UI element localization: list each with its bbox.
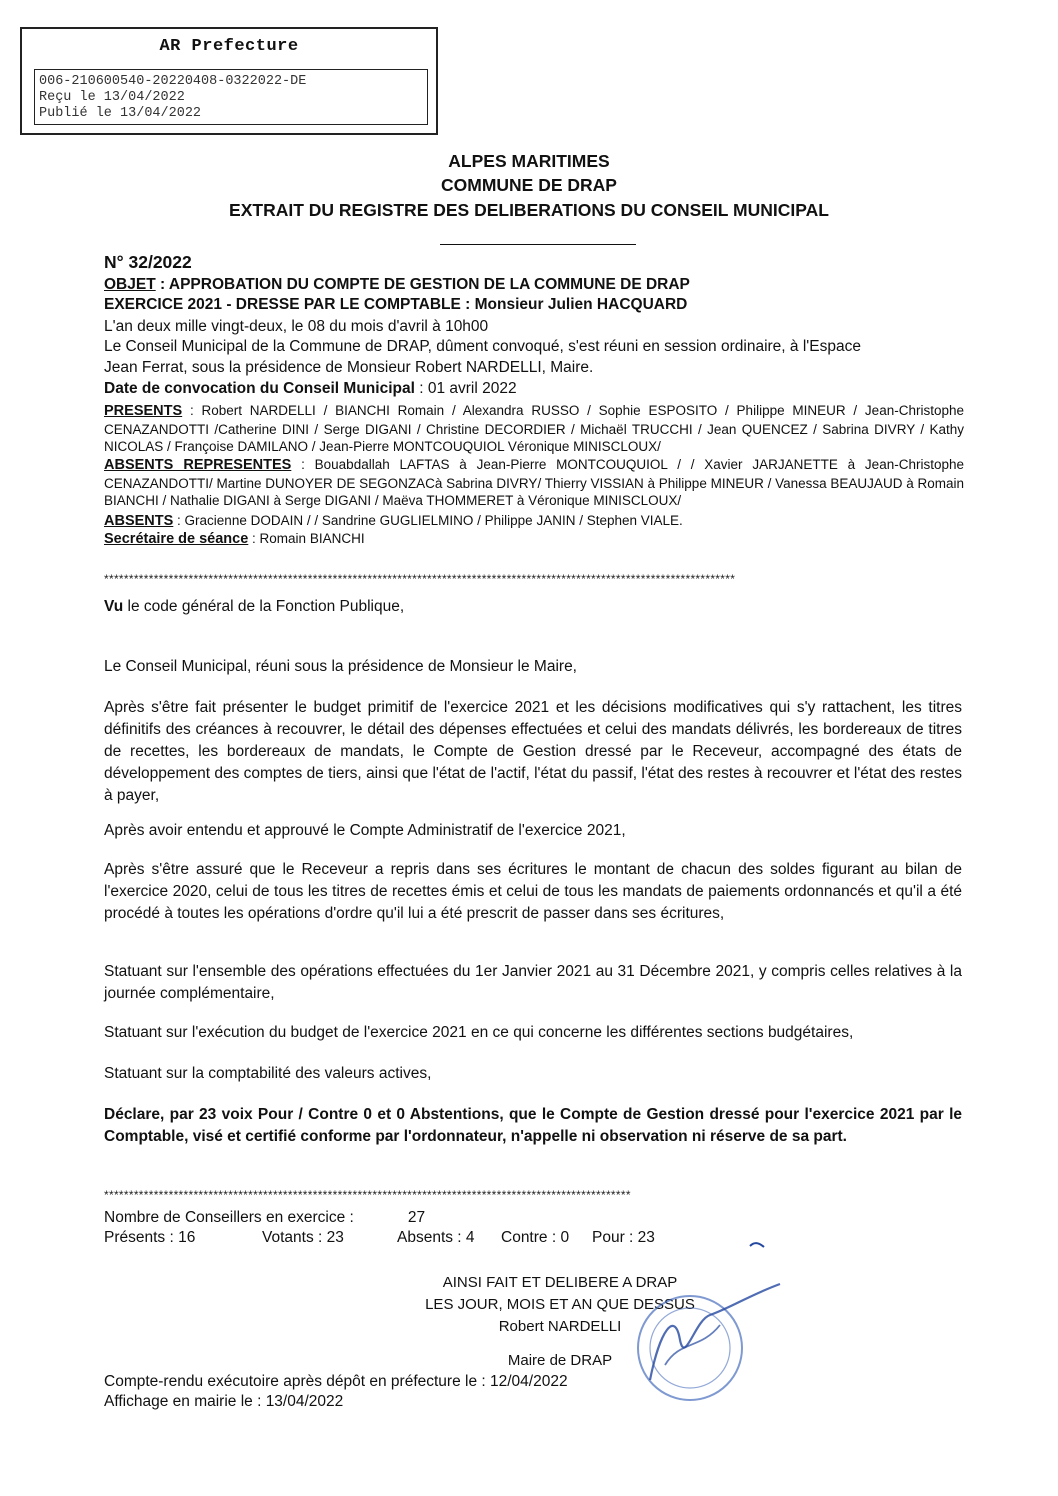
contre-count: Contre : 0 — [501, 1229, 570, 1246]
objet-label: OBJET — [104, 276, 156, 293]
paragraph-operations: Statuant sur l'ensemble des opérations effectuées du 1er Janvier 2021 au 31 Décembre 2021, y compris celles relatives à la journée complémentaire, — [104, 963, 962, 1002]
convocation-line — [104, 380, 517, 398]
absents-represented-label: ABSENTS REPRESENTES — [104, 457, 292, 473]
absents-text: : Gracienne DODAIN / / Sandrine GUGLIELMINO / Philippe JANIN / Stephen VIALE. — [173, 513, 683, 528]
secretaire-line — [104, 530, 964, 549]
objet-line-2: EXERCICE 2021 - DRESSE PAR LE COMPTABLE : Monsieur Julien HACQUARD — [104, 296, 688, 313]
compte-rendu-line: Compte-rendu exécutoire après dépôt en préfecture le : 12/04/2022 — [104, 1373, 568, 1390]
absents-paragraph — [104, 512, 964, 531]
presents-paragraph — [104, 402, 964, 456]
conseillers-value: 27 — [407, 1209, 426, 1226]
absents-represented-text: : Bouabdallah LAFTAS à Jean-Pierre MONTCOUQUIOL / / Xavier JARJANETTE à Jean-Christophe CENAZANDOTTI/ Martine DUNOYER DE SEGONZACà Sabrina DIVRY/ Thierry VISSIAN à Philippe MINEUR / Vanessa BEAUJAUD à Romain BIANCHI / Nathalie DIGANI à Serge DIGANI / Maëva THOMMERET à Véronique MINISCLOUX/ — [104, 457, 964, 508]
session-line-2: Jean Ferrat, sous la présidence de Monsieur Robert NARDELLI, Maire. — [104, 359, 594, 376]
seal-inner-ring — [650, 1308, 730, 1388]
stamp-details — [34, 69, 428, 125]
affichage-line: Affichage en mairie le : 13/04/2022 — [104, 1393, 344, 1410]
absents-count: Absents : 4 — [397, 1229, 475, 1246]
mayor-title: Maire de DRAP — [507, 1352, 613, 1369]
department-title: ALPES MARITIMES — [448, 151, 610, 171]
paragraph-budget: Après s'être fait présenter le budget primitif de l'exercice 2021 et les décisions modificatives qui s'y rattachent, les titres définitifs des créances à recouvrer, le détail des dépenses effectuées et celui des mandats délivrés, les bordereaux de titres de recettes, les bordereaux de mandats, le Compte de Gestion dressé par le Receveur, accompagné des états de développement des comptes de tiers, ainsi que l'état de l'actif, l'état du passif, l'état des restes à recouvrer et l'état des restes à payer, — [104, 699, 962, 804]
mairie-seal-and-signature — [580, 1270, 800, 1410]
objet-line — [104, 276, 690, 294]
convocation-label: Date de convocation du Conseil Municipal — [104, 380, 415, 397]
paragraph-conseil: Le Conseil Municipal, réuni sous la présidence de Monsieur le Maire, — [104, 658, 577, 675]
votants-count: Votants : 23 — [262, 1229, 344, 1246]
mayor-name: Robert NARDELLI — [498, 1318, 622, 1335]
paragraph-receveur: Après s'être assuré que le Receveur a repris dans ses écritures le montant de chacun des soldes figurant au bilan de l'exercice 2020, celui de tous les titres de recettes émis et celui de tous les mandats de paiements ordonnancés et qu'il a été procédé à toutes les opérations d'ordre qu'il lui a été prescrit de passer dans ses écritures, — [104, 861, 962, 922]
presents-label: PRESENTS — [104, 403, 183, 419]
presents-text: : Robert NARDELLI / BIANCHI Romain / Alexandra RUSSO / Sophie ESPOSITO / Philippe MINEUR / Jean-Christophe CENAZANDOTTI /Catherine DINI / Serge DIGANI / Christine DECORDIER / Michaël TRUCCHI / Jean QUENCEZ / Sabrina DIVRY / Kathy NICOLAS / Françoise DAMILANO / Jean-Pierre MONTCOUQUIOL Véronique MINISCLOUX/ — [104, 403, 964, 454]
pen-mark — [748, 1240, 768, 1250]
stamp-published-date: Publié le 13/04/2022 — [39, 106, 202, 121]
stamp-received-date: Reçu le 13/04/2022 — [39, 90, 185, 105]
register-title: EXTRAIT DU REGISTRE DES DELIBERATIONS DU CONSEIL MUNICIPAL — [229, 200, 829, 220]
deliberation-number: N° 32/2022 — [104, 252, 192, 272]
prefecture-stamp — [20, 27, 438, 135]
secretaire-label: Secrétaire de séance — [104, 531, 249, 547]
signature-stroke-2 — [665, 1325, 720, 1365]
commune-title: COMMUNE DE DRAP — [441, 175, 617, 195]
vu-line — [104, 598, 404, 616]
secretaire-value: : Romain BIANCHI — [248, 531, 365, 546]
separator-bottom: ********************************************************************************************************** — [104, 1188, 631, 1202]
separator-top: ******************************************************************************************************************************* — [104, 572, 736, 586]
paragraph-execution: Statuant sur l'exécution du budget de l'exercice 2021 en ce qui concerne les différentes sections budgétaires, — [104, 1024, 854, 1041]
conseillers-count — [104, 1209, 425, 1227]
paragraph-compte-administratif: Après avoir entendu et approuvé le Compte Administratif de l'exercice 2021, — [104, 822, 626, 839]
convocation-value: : 01 avril 2022 — [414, 380, 517, 397]
session-date: L'an deux mille vingt-deux, le 08 du mois d'avril à 10h00 — [104, 318, 489, 335]
signature-line-1: AINSI FAIT ET DELIBERE A DRAP — [442, 1274, 678, 1291]
stamp-reference: 006-210600540-20220408-0322022-DE — [39, 74, 307, 89]
paragraph-valeurs: Statuant sur la comptabilité des valeurs actives, — [104, 1065, 432, 1082]
vu-text: le code général de la Fonction Publique, — [123, 598, 405, 615]
header-divider — [440, 244, 636, 245]
signature-line-2: LES JOUR, MOIS ET AN QUE DESSUS — [425, 1296, 695, 1313]
objet-text: : APPROBATION DU COMPTE DE GESTION DE LA COMMUNE DE DRAP — [155, 276, 690, 293]
vu-label: Vu — [104, 598, 124, 615]
signature-stroke — [650, 1284, 780, 1380]
conseillers-label: Nombre de Conseillers en exercice : — [104, 1209, 354, 1226]
session-line-1: Le Conseil Municipal de la Commune de DRAP, dûment convoqué, s'est réuni en session ordinaire, à l'Espace — [104, 338, 861, 355]
seal-outer-ring — [638, 1296, 742, 1400]
presents-count: Présents : 16 — [104, 1229, 196, 1246]
absents-label: ABSENTS — [104, 513, 174, 529]
stamp-title: AR Prefecture — [159, 37, 299, 56]
pour-count: Pour : 23 — [592, 1229, 655, 1246]
absents-represented-paragraph — [104, 456, 964, 510]
paragraph-declaration: Déclare, par 23 voix Pour / Contre 0 et 0 Abstentions, que le Compte de Gestion dressé pour l'exercice 2021 par le Comptable, visé et certifié conforme par l'ordonnateur, n'appelle ni observation ni réserve de sa part. — [104, 1106, 962, 1145]
